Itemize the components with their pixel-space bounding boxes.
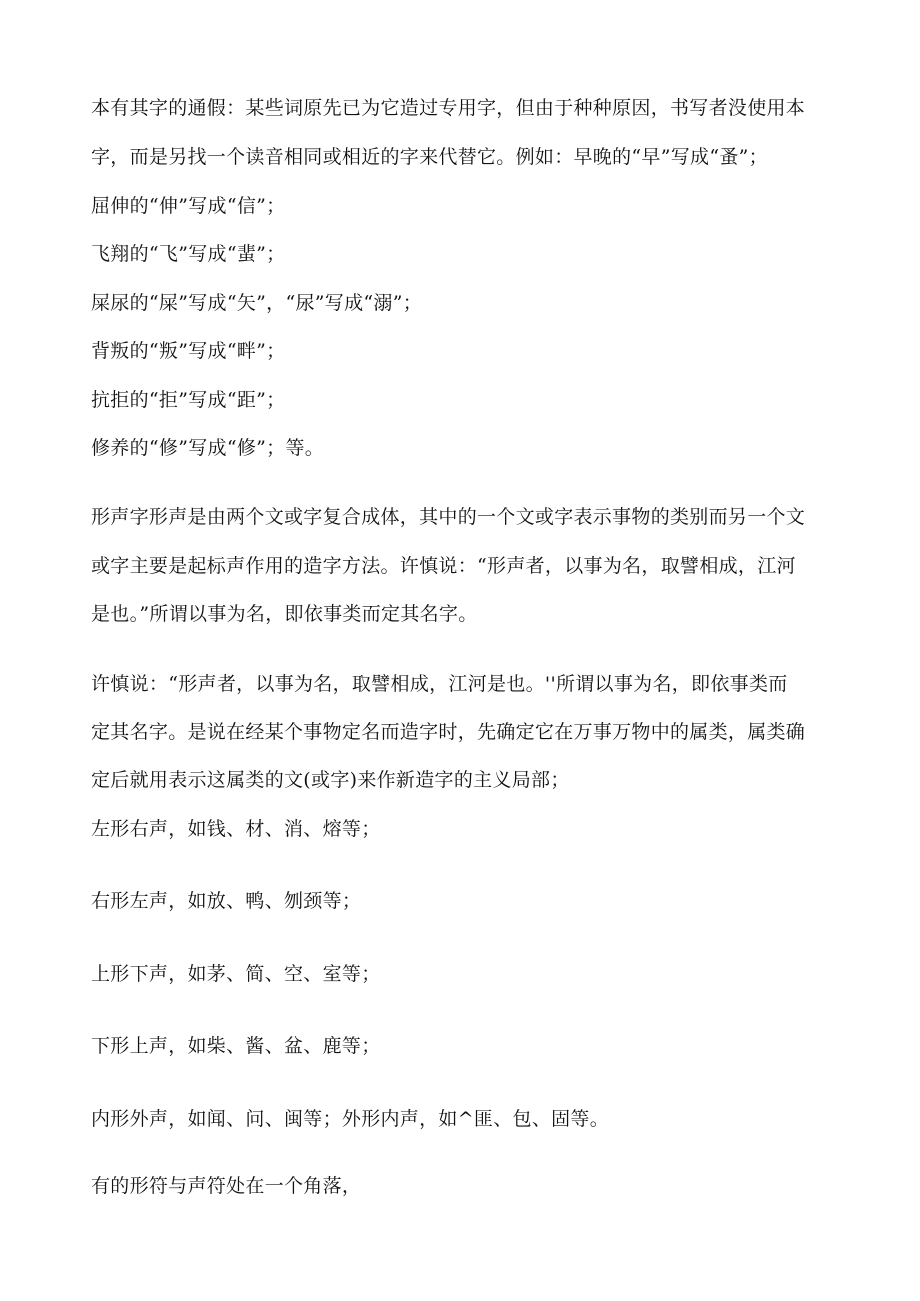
paragraph-line: 本有其字的通假：某些词原先已为它造过专用字，但由于种种原因，书写者没使用本 bbox=[91, 97, 806, 119]
paragraph-line: 字，而是另找一个读音相同或相近的字来代替它。例如：早晚的“早”写成“蚤”； bbox=[91, 146, 768, 168]
paragraph-line: 有的形符与声符处在一个角落， bbox=[91, 1175, 362, 1197]
list-item: 左形右声，如钱、材、消、熔等； bbox=[91, 818, 381, 840]
paragraph-line: 定后就用表示这属类的文(或字)来作新造字的主义局部； bbox=[91, 769, 570, 791]
paragraph-line: 许慎说：“形声者，以事为名，取譬相成，江河是也。''所谓以事为名，即依事类而 bbox=[91, 673, 788, 695]
list-item: 内形外声，如闻、问、闽等；外形内声，如^匪、包、固等。 bbox=[91, 1108, 610, 1130]
paragraph-line: 屎尿的“屎”写成“矢”，“尿”写成“溺”； bbox=[91, 292, 423, 314]
paragraph-line: 是也。”所谓以事为名，即依事类而定其名字。 bbox=[91, 603, 478, 625]
paragraph-line: 定其名字。是说在经某个事物定名而造字时，先确定它在万事万物中的属类，属类确 bbox=[91, 721, 806, 743]
paragraph-line: 背叛的“叛”写成“畔”； bbox=[91, 340, 286, 362]
paragraph-line: 抗拒的“拒”写成“距”； bbox=[91, 389, 286, 411]
paragraph-line: 或字主要是起标声作用的造字方法。许慎说：“形声者，以事为名，取譬相成，江河 bbox=[91, 555, 796, 577]
paragraph-line: 屈伸的“伸”写成“信”； bbox=[91, 195, 286, 217]
list-item: 上形下声，如茅、简、空、室等； bbox=[91, 963, 381, 985]
list-item: 右形左声，如放、鸭、刎颈等； bbox=[91, 890, 362, 912]
list-item: 下形上声，如柴、酱、盆、鹿等； bbox=[91, 1035, 381, 1057]
paragraph-line: 形声字形声是由两个文或字复合成体，其中的一个文或字表示事物的类别而另一个文 bbox=[91, 506, 806, 528]
paragraph-line: 修养的“修”写成“修”；等。 bbox=[91, 437, 325, 459]
paragraph-line: 飞翔的“飞”写成“蜚”； bbox=[91, 243, 286, 265]
